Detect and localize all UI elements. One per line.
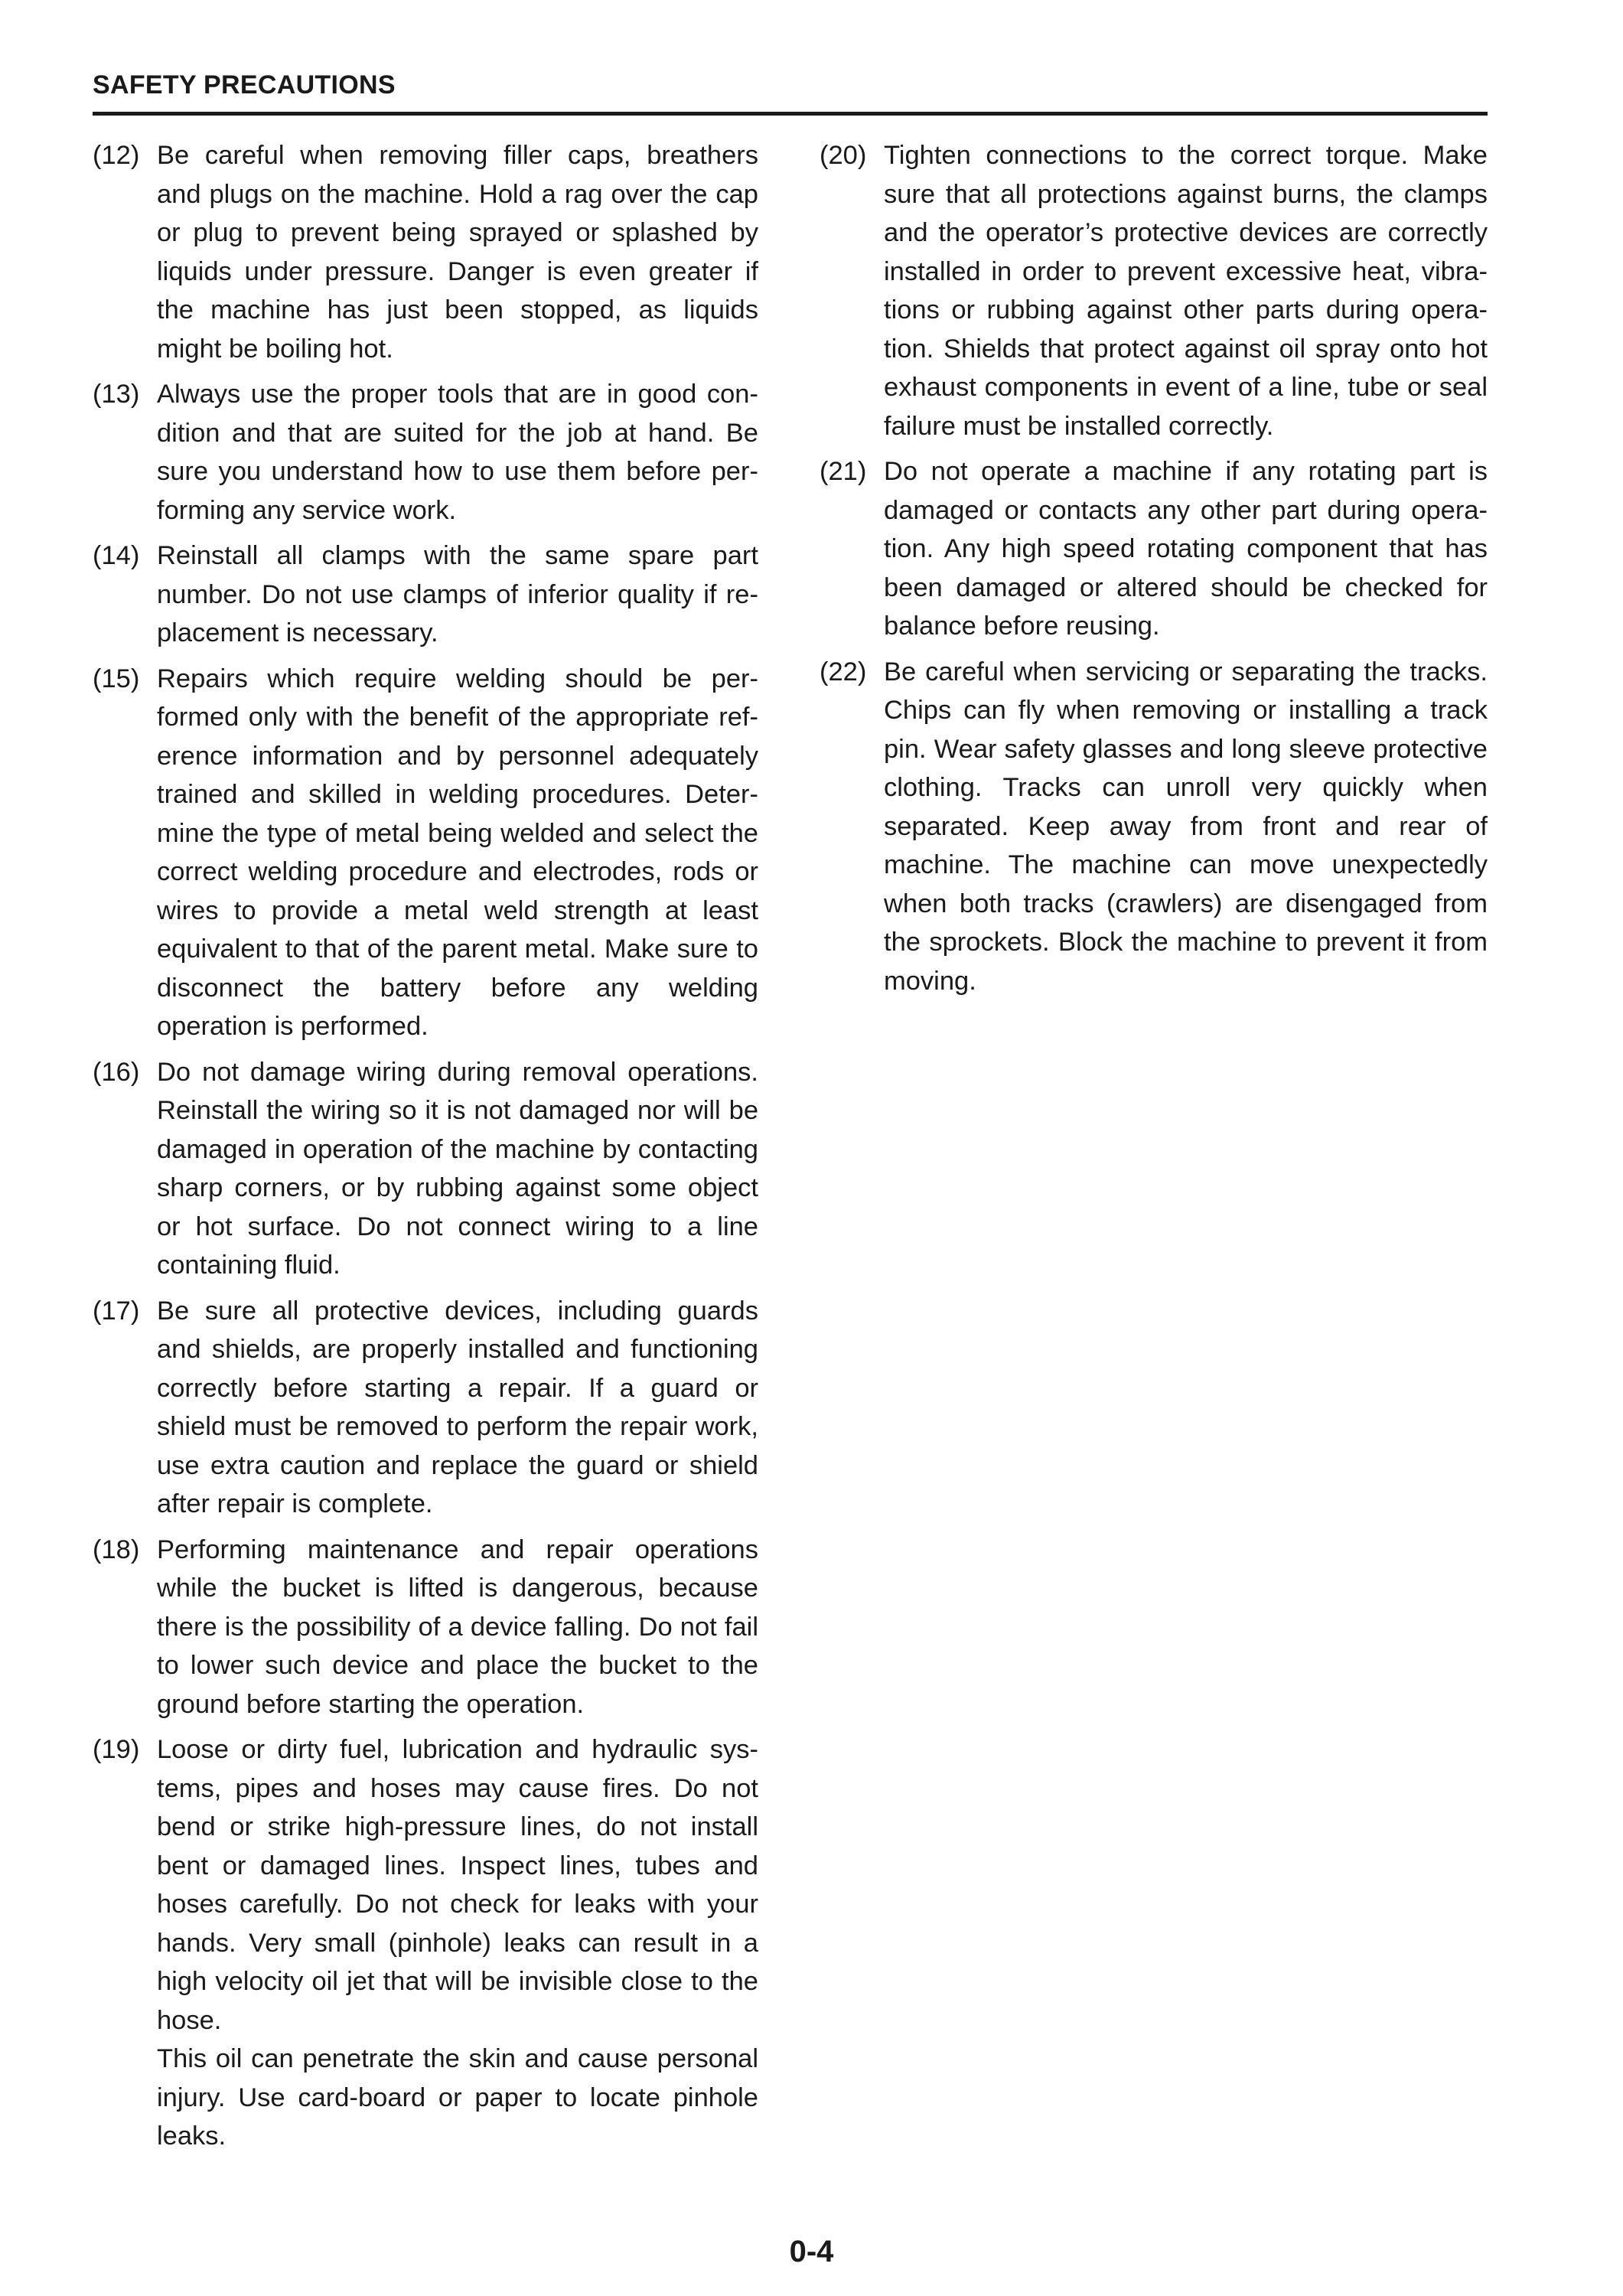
precaution-item — [93, 375, 758, 530]
item-number: (20) — [820, 141, 867, 170]
item-number: (14) — [93, 541, 140, 570]
item-number: (16) — [93, 1057, 140, 1087]
precaution-item — [93, 136, 758, 368]
precaution-item — [820, 653, 1488, 1001]
item-body — [884, 452, 1488, 646]
precaution-item — [820, 452, 1488, 646]
right-column — [820, 136, 1488, 1000]
item-body — [157, 1531, 758, 1724]
precaution-item — [93, 1730, 758, 2156]
item-body — [157, 1053, 758, 1285]
item-body — [157, 1292, 758, 1524]
item-paragraph: Loose or dirty fuel, lubrication and hydraulic systems, pipes and hoses may cause fires. Do not bend or strike high-pressure lines, do not install bent or damaged lines. Inspect lines, tubes and hoses carefully. Do not check for leaks with your hands. Very small (pinhole) leaks can result in a high velocity oil jet that will be invisible close to the hose. — [157, 1735, 758, 2035]
precaution-item — [93, 1292, 758, 1524]
item-body — [157, 375, 758, 530]
item-body — [884, 653, 1488, 1001]
item-number: (12) — [93, 141, 140, 170]
precaution-item — [93, 536, 758, 653]
item-paragraph: Performing maintenance and repair operations while the bucket is lifted is dangerous, because there is the possibility of a device falling. Do not fail to lower such device and place the bucket to the ground before starting the operation. — [157, 1534, 758, 1719]
item-paragraph: Do not operate a machine if any rotating part is damaged or contacts any other part during operation. Any high speed rotating component that has been damaged or altered should be checked for balance before reusing. — [884, 457, 1488, 641]
precaution-item — [820, 136, 1488, 445]
item-number: (18) — [93, 1534, 140, 1564]
page-header-title: SAFETY PRECAUTIONS — [93, 70, 396, 99]
left-column — [93, 136, 758, 2156]
item-paragraph: Be careful when servicing or separating the tracks. Chips can fly when removing or installing a track pin. Wear safety glasses and long sleeve protective clothing. Tracks can unroll very quickly when separated. Keep away from front and rear of machine. The machine can move unexpectedly when both tracks (crawlers) are disengaged from the sprockets. Block the machine to prevent it from moving. — [884, 657, 1488, 996]
item-paragraph: Reinstall all clamps with the same spare part number. Do not use clamps of inferior quality if replacement is necessary. — [157, 541, 758, 647]
item-body — [157, 136, 758, 368]
item-paragraph: Tighten connections to the correct torque. Make sure that all protections against burns, the clamps and the operator’s protective devices are correctly installed in order to prevent excessive heat, vibrations or rubbing against other parts during operation. Shields that protect against oil spray onto hot exhaust components in event of a line, tube or seal failure must be installed correctly. — [884, 141, 1488, 441]
item-paragraph: Be careful when removing filler caps, breathers and plugs on the machine. Hold a rag over the cap or plug to prevent being sprayed or splashed by liquids under pressure. Danger is even greater if the machine has just been stopped, as liquids might be boiling hot. — [157, 141, 758, 364]
item-number: (19) — [93, 1735, 140, 1764]
precaution-item — [93, 1531, 758, 1724]
item-body — [157, 1730, 758, 2156]
page-number: 0-4 — [789, 2235, 834, 2268]
item-paragraph: Always use the proper tools that are in good condition and that are suited for the job at hand. Be sure you understand how to use them before performing any service work. — [157, 380, 758, 525]
item-body — [884, 136, 1488, 445]
precaution-item — [93, 660, 758, 1046]
item-number: (13) — [93, 380, 140, 409]
precaution-item — [93, 1053, 758, 1285]
item-number: (22) — [820, 657, 867, 687]
header-divider — [93, 112, 1488, 116]
item-paragraph: Do not damage wiring during removal operations. Reinstall the wiring so it is not damaged nor will be damaged in operation of the machine by contacting sharp corners, or by rubbing against some object or hot surface. Do not connect wiring to a line containing fluid. — [157, 1057, 758, 1280]
item-paragraph: Be sure all protective devices, including guards and shields, are properly installed and functioning correctly before starting a repair. If a guard or shield must be removed to perform the repair work, use extra caution and replace the guard or shield after repair is complete. — [157, 1296, 758, 1518]
item-number: (21) — [820, 457, 867, 486]
item-paragraph: Repairs which require welding should be performed only with the benefit of the appropriate reference information and by personnel adequately trained and skilled in welding procedures. Determine the type of metal being welded and select the correct welding procedure and electrodes, rods or wires to provide a metal weld strength at least equivalent to that of the parent metal. Make sure to disconnect the battery before any welding operation is performed. — [157, 664, 758, 1041]
item-number: (15) — [93, 664, 140, 693]
item-body — [157, 660, 758, 1046]
item-paragraph: This oil can penetrate the skin and cause personal injury. Use card-board or paper to locate pinhole leaks. — [157, 2044, 758, 2151]
item-number: (17) — [93, 1296, 140, 1326]
item-body — [157, 536, 758, 653]
